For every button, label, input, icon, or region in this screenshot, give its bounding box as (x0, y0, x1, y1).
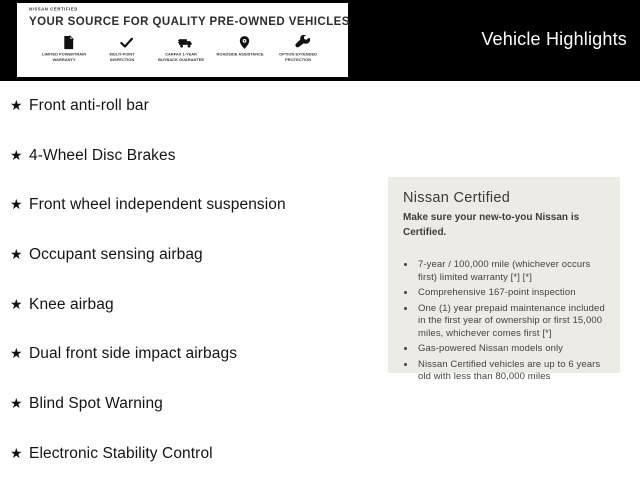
list-item (0, 131, 382, 181)
truck-icon (178, 35, 193, 50)
wrench-icon (295, 35, 310, 50)
banner-brand-label: NISSAN CERTIFIED (29, 7, 78, 13)
benefit-multi-point-inspection (98, 35, 157, 71)
feature-text: Occupant sensing airbag (29, 245, 203, 263)
certified-box-title: Nissan Certified (403, 190, 511, 206)
feature-text: Blind Spot Warning (29, 394, 163, 412)
star-bullet-icon: ★ (10, 197, 23, 214)
benefit-label: CARFAX 1-YEAR BUYBACK GUARANTEE (158, 52, 205, 63)
banner-benefits-row (29, 35, 340, 71)
feature-text: Knee airbag (29, 295, 114, 313)
list-item (0, 280, 382, 330)
header-bar (0, 0, 640, 81)
feature-text: 4-Wheel Disc Brakes (29, 146, 176, 164)
benefit-extended-protection (273, 35, 332, 71)
certified-benefits-list (403, 259, 606, 384)
benefit-label: MULTI-POINT INSPECTION (109, 52, 136, 63)
list-item (0, 429, 382, 479)
star-bullet-icon: ★ (10, 346, 23, 363)
page-title: Vehicle Highlights (481, 29, 627, 49)
benefit-label: OPTION EXTENDED PROTECTION (279, 52, 318, 63)
location-pin-icon (237, 35, 252, 50)
list-item (0, 180, 382, 230)
banner-headline: YOUR SOURCE FOR QUALITY PRE-OWNED VEHICLES (29, 16, 350, 28)
benefit-powertrain-warranty (39, 35, 98, 71)
certified-benefit-item: • One (1) year prepaid maintenance included in the first year of ownership or first 15,000 miles, whichever comes first [*] (416, 303, 606, 341)
checkmark-icon (119, 35, 134, 50)
star-bullet-icon: ★ (10, 445, 23, 462)
list-item (0, 81, 382, 131)
list-item (0, 379, 382, 429)
certified-benefit-item: • Comprehensive 167-point inspection (416, 287, 606, 300)
feature-text: Front anti-roll bar (29, 96, 149, 114)
star-bullet-icon: ★ (10, 246, 23, 263)
feature-text: Dual front side impact airbags (29, 345, 238, 363)
certified-benefit-item: • Nissan Certified vehicles are up to 6 years old with less than 80,000 miles (416, 359, 606, 384)
certified-box-subtitle: Make sure your new-to-you Nissan is Certified. (403, 212, 580, 238)
benefit-label: LIMITED POWERTRAIN WARRANTY (41, 52, 86, 63)
star-bullet-icon: ★ (10, 147, 23, 164)
feature-text: Front wheel independent suspension (29, 196, 286, 214)
star-bullet-icon: ★ (10, 97, 23, 114)
benefit-label: ROADSIDE ASSISTANCE (216, 52, 264, 57)
nissan-certified-banner (17, 3, 348, 77)
certified-benefit-item: • Gas-powered Nissan models only (416, 343, 606, 356)
highlights-list (0, 81, 382, 479)
feature-text: Electronic Stability Control (29, 444, 213, 462)
benefit-buyback-guarantee (156, 35, 215, 71)
list-item (0, 230, 382, 280)
star-bullet-icon: ★ (10, 395, 23, 412)
nissan-certified-info-box (388, 177, 620, 383)
benefit-roadside-assistance (215, 35, 274, 71)
list-item (0, 329, 382, 379)
certified-benefit-item: • 7-year / 100,000 mile (whichever occurs first) limited warranty [*] [*] (416, 259, 606, 284)
certificate-document-icon (61, 35, 76, 50)
star-bullet-icon: ★ (10, 296, 23, 313)
